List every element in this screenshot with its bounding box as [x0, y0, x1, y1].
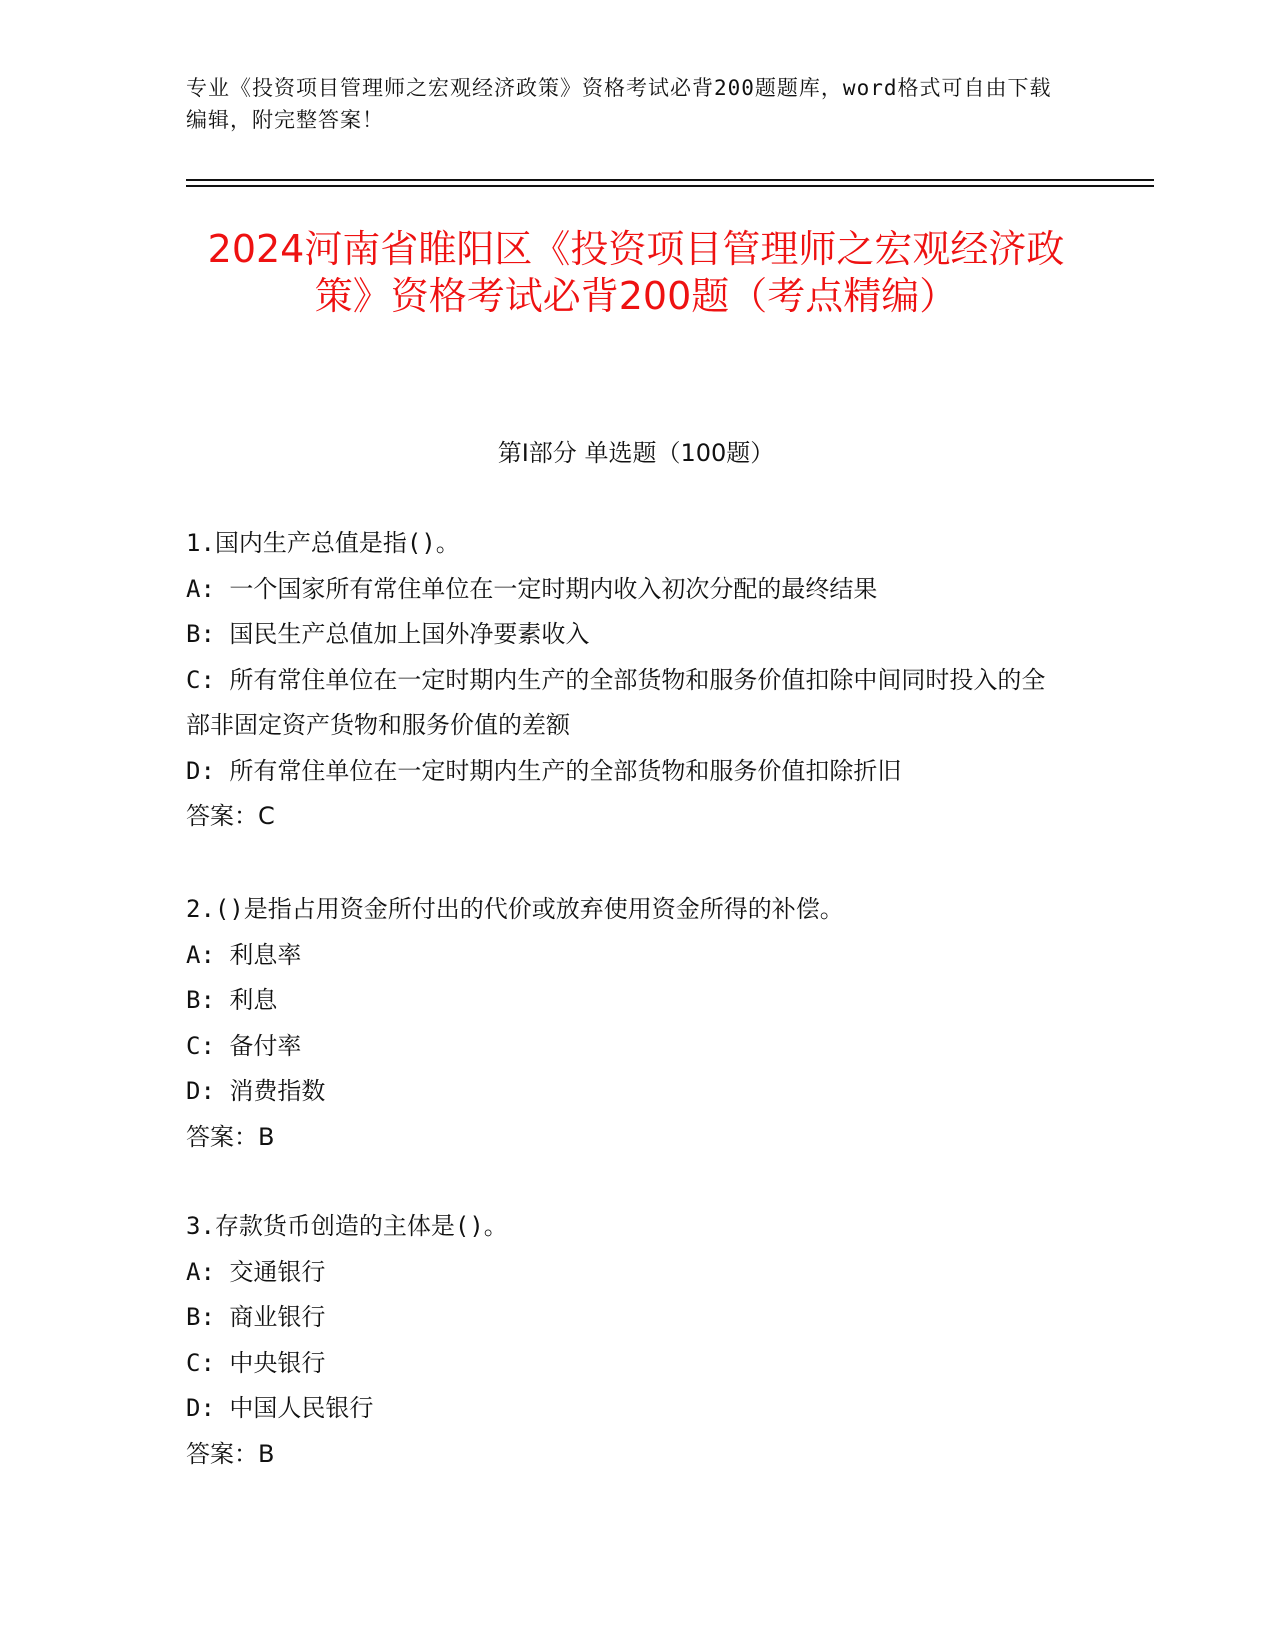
header-divider-top: [186, 179, 1154, 181]
question-block: [186, 1204, 1066, 1477]
intro-text: 专业《投资项目管理师之宏观经济政策》资格考试必背200题题库，word格式可自由下载编辑，附完整答案！: [186, 76, 1052, 132]
answer-line: 答案：B: [186, 1122, 275, 1151]
section-heading: 第I部分 单选题（100题）: [497, 439, 775, 467]
option-c: C: 备付率: [186, 1031, 302, 1060]
option-a: A: 交通银行: [186, 1257, 326, 1286]
question-stem: 2.()是指占用资金所付出的代价或放弃使用资金所得的补偿。: [186, 895, 844, 923]
header-divider-bottom: [186, 185, 1154, 187]
answer-line: 答案：B: [186, 1439, 275, 1468]
option-b: B: 利息: [186, 986, 278, 1014]
document-title: 2024河南省睢阳区《投资项目管理师之宏观经济政策》资格考试必背200题（考点精编）: [207, 227, 1065, 318]
option-c: C: 所有常住单位在一定时期内生产的全部货物和服务价值扣除中间同时投入的全部非固定资产货物和服务价值的差额: [186, 665, 1046, 739]
option-d: D: 中国人民银行: [186, 1394, 374, 1422]
question-block: [186, 521, 1066, 840]
option-b: B: 国民生产总值加上国外净要素收入: [186, 620, 590, 648]
option-c: C: 中央银行: [186, 1348, 326, 1377]
option-a: A: 一个国家所有常住单位在一定时期内收入初次分配的最终结果: [186, 574, 878, 603]
option-d: D: 所有常住单位在一定时期内生产的全部货物和服务价值扣除折旧: [186, 756, 902, 785]
question-stem: 3.存款货币创造的主体是()。: [186, 1212, 508, 1240]
answer-line: 答案：C: [186, 802, 275, 830]
option-d: D: 消费指数: [186, 1077, 326, 1105]
option-a: A: 利息率: [186, 940, 302, 969]
question-stem: 1.国内生产总值是指()。: [186, 529, 460, 557]
option-b: B: 商业银行: [186, 1303, 326, 1331]
question-block: [186, 887, 1066, 1160]
